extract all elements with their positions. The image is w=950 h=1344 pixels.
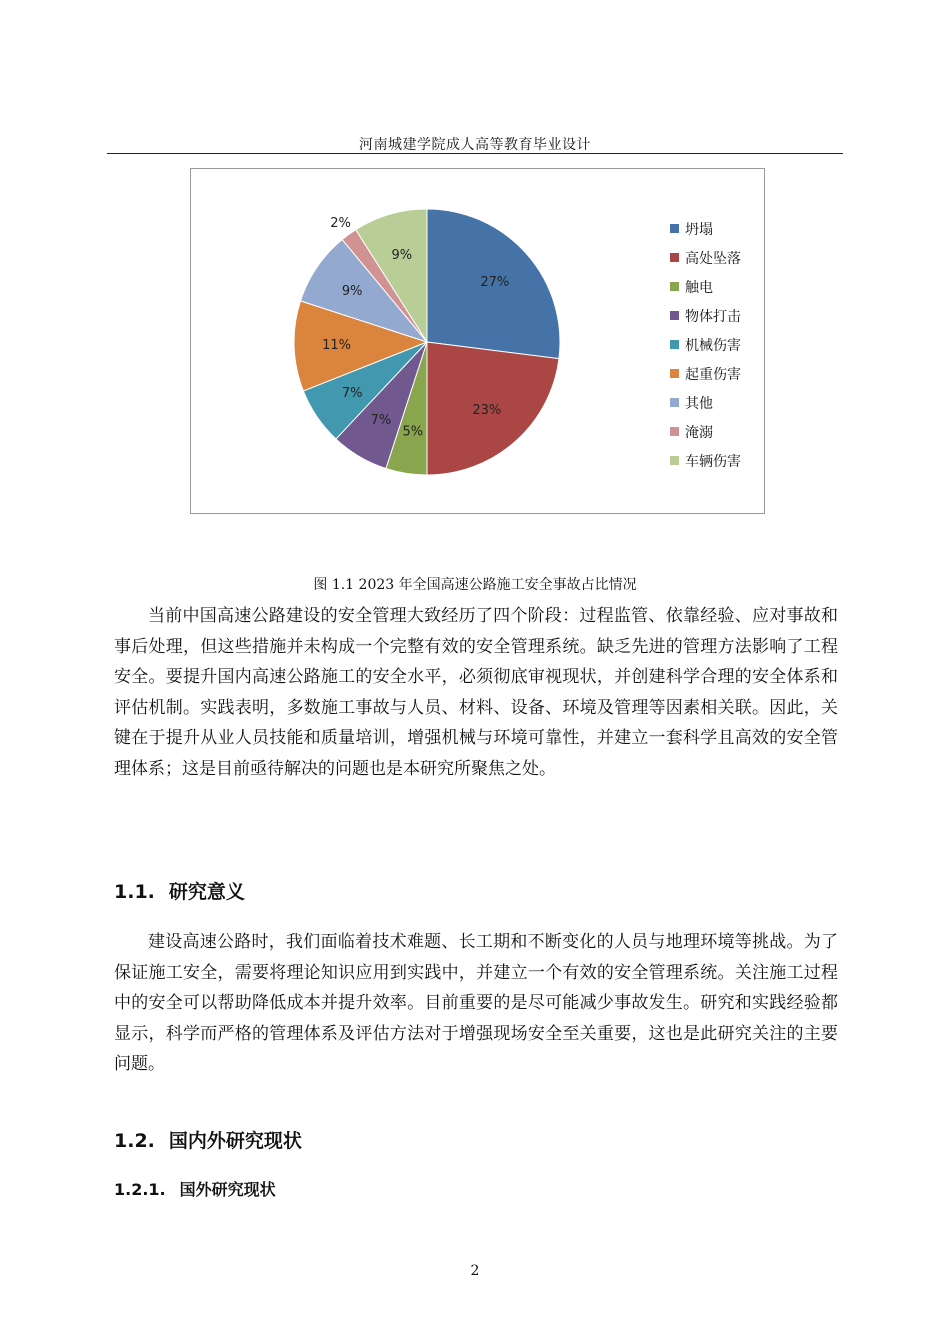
section-heading-1-1 xyxy=(114,877,245,904)
pie-chart xyxy=(0,0,950,560)
legend-swatch xyxy=(670,427,679,436)
legend-label: 高处坠落 xyxy=(685,250,741,267)
legend-label: 淹溺 xyxy=(685,424,713,441)
legend-label: 车辆伤害 xyxy=(685,453,741,470)
legend-item xyxy=(670,243,741,272)
legend-label: 其他 xyxy=(685,395,713,412)
figure-caption: 图 1.1 2023 年全国高速公路施工安全事故占比情况 xyxy=(313,577,637,593)
data-label-5: 7% xyxy=(341,385,363,401)
data-label-4: 7% xyxy=(370,412,392,428)
section-heading-1-2-1 xyxy=(114,1177,276,1200)
section-heading-1-2 xyxy=(114,1126,302,1153)
legend-swatch xyxy=(670,456,679,465)
header-title: 河南城建学院成人高等教育毕业设计 xyxy=(359,137,591,153)
intro-paragraph: 当前中国高速公路建设的安全管理大致经历了四个阶段：过程监管、依靠经验、应对事故和事后处理，但这些措施并未构成一个完整有效的安全管理系统。缺乏先进的管理方法影响了工程安全。要提升国内高速公路施工的安全水平，必须彻底审视现状，并创建科学合理的安全体系和评估机制。实践表明，多数施工事故与人员、材料、设备、环境及管理等因素相关联。因此，关键在于提升从业人员技能和质量培训，增强机械与环境可靠性，并建立一套科学且高效的安全管理体系；这是目前亟待解决的问题也是本研究所聚焦之处。 xyxy=(114,606,838,779)
section-title: 国内外研究现状 xyxy=(168,1130,302,1152)
legend-swatch xyxy=(670,369,679,378)
legend-item xyxy=(670,446,741,475)
legend-swatch xyxy=(670,253,679,262)
data-label-9: 9% xyxy=(391,248,413,264)
legend-label: 触电 xyxy=(685,279,713,296)
data-label-8: 2% xyxy=(330,216,351,232)
legend-label: 物体打击 xyxy=(685,308,741,325)
data-label-1: 27% xyxy=(480,275,510,291)
legend-swatch xyxy=(670,311,679,320)
legend-label: 起重伤害 xyxy=(685,366,741,383)
significance-paragraph: 建设高速公路时，我们面临着技术难题、长工期和不断变化的人员与地理环境等挑战。为了保证施工安全，需要将理论知识应用到实践中，并建立一个有效的安全管理系统。关注施工过程中的安全可以帮助降低成本并提升效率。目前重要的是尽可能减少事故发生。研究和实践经验都显示，科学而严格的管理体系及评估方法对于增强现场安全至关重要，这也是此研究关注的主要问题。 xyxy=(114,932,838,1074)
section-number: 1.1. xyxy=(114,881,155,903)
legend-label: 坍塌 xyxy=(685,221,713,238)
legend-swatch xyxy=(670,398,679,407)
data-label-6: 11% xyxy=(322,337,352,353)
legend-item xyxy=(670,417,741,446)
legend-label: 机械伤害 xyxy=(685,337,741,354)
legend-item xyxy=(670,359,741,388)
section-title: 国外研究现状 xyxy=(179,1180,276,1199)
data-label-2: 23% xyxy=(472,402,502,418)
data-label-3: 5% xyxy=(402,424,424,440)
legend-item xyxy=(670,214,741,243)
legend-swatch xyxy=(670,224,679,233)
legend-item xyxy=(670,330,741,359)
legend-item xyxy=(670,388,741,417)
section-number: 1.2.1. xyxy=(114,1180,166,1199)
page-number: 2 xyxy=(470,1263,480,1279)
section-number: 1.2. xyxy=(114,1130,155,1152)
legend-item xyxy=(670,301,741,330)
legend-swatch xyxy=(670,282,679,291)
legend-swatch xyxy=(670,340,679,349)
section-title: 研究意义 xyxy=(168,881,245,903)
data-label-7: 9% xyxy=(341,284,363,300)
chart-legend xyxy=(670,214,741,475)
legend-item xyxy=(670,272,741,301)
